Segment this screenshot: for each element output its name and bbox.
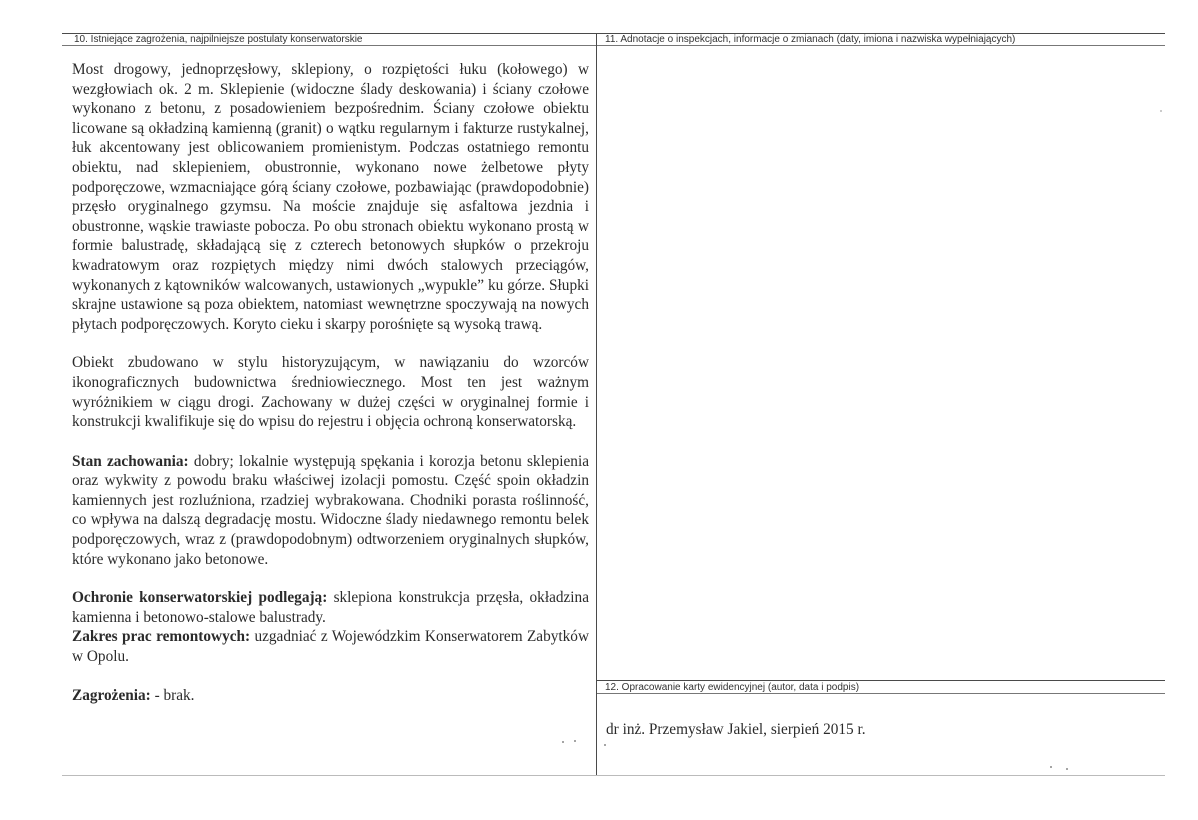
section12-top-rule	[597, 680, 1165, 681]
protection-text: sklepiona konstrukcja przęsła, okładzina kamienna i betonowo-stalowe balustrady.	[72, 589, 589, 626]
repairs-text: uzgadniać z Wojewódzkim Konserwatorem Zabytków w Opolu.	[72, 628, 589, 666]
threats-label: Zagrożenia:	[72, 686, 151, 704]
bridge-assessment: Obiekt zbudowano w stylu historyzującym, w nawiązaniu do wzorców ikonograficznych budownictwa średniowiecznego. Most ten jest ważnym wyróżnikiem w ciągu drogi. Zachowany w dużej części w oryginalnej formie i konstrukcji kwalifikuje się do wpisu do rejestru i objęcia ochroną konserwatorską.	[72, 354, 589, 431]
card-author: dr inż. Przemysław Jakiel, sierpień 2015 r.	[606, 721, 866, 738]
scan-speck	[1050, 766, 1052, 768]
condition-text: dobry; lokalnie występują spękania i korozja betonu sklepienia oraz wykwity z powodu braku właściwej izolacji pomostu. Część spoin okładzin kamiennych jest rozluźniona, rzadziej wybrakowana. Chodniki porasta roślinność, co wpływa na dalszą degradację mostu. Widoczne ślady niedawnego remontu belek podporęczowych, wraz z (prawdopodobnym) odtworzeniem oryginalnych słupków, które wykonano jako betonowe.	[72, 452, 589, 568]
scan-speck	[1160, 110, 1162, 112]
repairs-label: Zakres prac remontowych:	[72, 628, 251, 646]
column-divider	[596, 33, 597, 775]
section12-header: 12. Opracowanie karty ewidencyjnej (autor, data i podpis)	[605, 682, 860, 693]
threats-text: - brak.	[150, 686, 195, 704]
section10-header: 10. Istniejące zagrożenia, najpilniejsze postulaty konserwatorskie	[74, 34, 363, 45]
scan-speck	[1066, 768, 1068, 770]
condition-paragraph	[72, 452, 589, 570]
protection-paragraph	[72, 588, 589, 627]
bottom-rule	[62, 775, 1165, 776]
bridge-description: Most drogowy, jednoprzęsłowy, sklepiony, o rozpiętości łuku (kołowego) w wezgłowiach ok. 2 m. Sklepienie (widoczne ślady deskowania) i ściany czołowe wykonano z betonu, z posadowieniem bezpośrednim. Ściany czołowe obiektu licowane są okładziną kamienną (granit) o wątku regularnym i fakturze rustykalnej, łuk akcentowany jest oblicowaniem promienistym. Podczas ostatniego remontu obiektu, nad sklepieniem, obustronnie, wykonano nowe żelbetowe płyty podporęczowe, wzmacniające górą ściany czołowe, pozbawiając (prawdopodobnie) przęsło oryginalnego gzymsu. Na moście znajduje się asfaltowa jezdnia i obustronne, wąskie trawiaste pobocza. Po obu stronach obiektu wykonano prostą w formie balustradę, składającą się z czterech betonowych słupków o przekroju kwadratowym oraz rozpiętych między nimi dwóch stalowych przeciągów, wykonanych z kątowników walcowanych, ustawionych „wypukle” ku górze. Słupki skrajne ustawione są poza obiektem, natomiast wewnętrzne spoczywają na nowych płytach podporęczowych. Koryto cieku i skarpy porośnięte są wysoką trawą.	[72, 61, 589, 333]
scan-speck	[562, 741, 564, 743]
condition-label: Stan zachowania:	[72, 452, 189, 470]
protection-label: Ochronie konserwatorskiej podlegają:	[72, 589, 328, 607]
scan-speck	[604, 744, 606, 746]
scan-speck	[574, 740, 576, 742]
section10-content	[72, 60, 589, 705]
section11-header: 11. Adnotacje o inspekcjach, informacje o zmianach (daty, imiona i nazwiska wypełniających)	[605, 34, 1016, 45]
threats-paragraph	[72, 686, 589, 706]
repairs-paragraph	[72, 627, 589, 666]
